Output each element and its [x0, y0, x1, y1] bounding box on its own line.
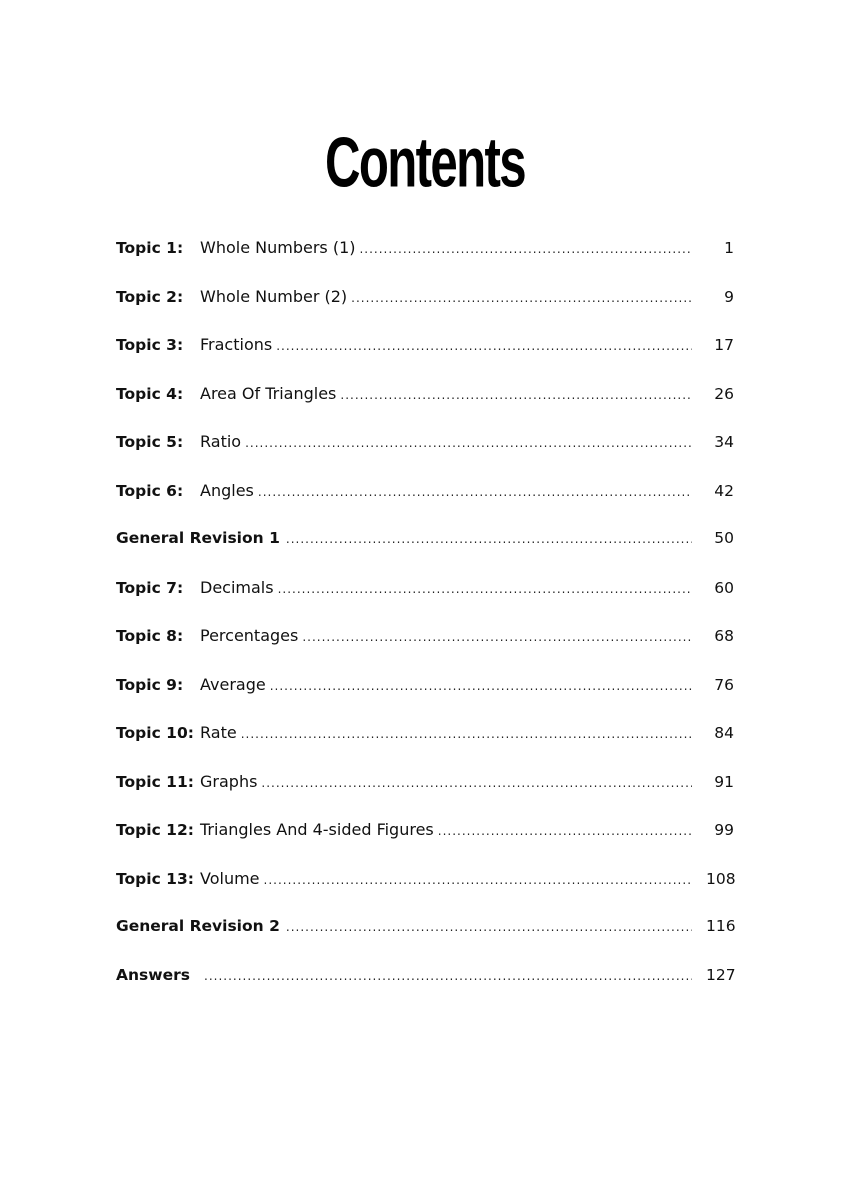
- dot-leader: [278, 582, 692, 596]
- dot-leader: [204, 969, 692, 983]
- toc-entry-topic-2[interactable]: [116, 287, 734, 336]
- toc-entry-topic-1[interactable]: [116, 238, 734, 287]
- dot-leader: [261, 776, 692, 790]
- toc-entry-topic-11[interactable]: [116, 772, 734, 821]
- dot-leader: [302, 630, 692, 644]
- toc-entry-page: 108: [706, 869, 736, 888]
- toc-entry-label: Topic 12:: [116, 821, 194, 839]
- toc-entry-topic-12[interactable]: [116, 820, 734, 869]
- toc-entry-label: Topic 6:: [116, 481, 184, 500]
- toc-entry-label: General Revision 1: [116, 529, 280, 547]
- toc-entry-title: Area Of Triangles: [200, 383, 337, 403]
- toc-entry-label: Topic 10:: [116, 724, 194, 742]
- dot-leader: [286, 532, 692, 546]
- toc-entry-topic-6[interactable]: [116, 481, 734, 530]
- toc-entry-topic-7[interactable]: [116, 578, 734, 627]
- toc-entry-page: 17: [714, 336, 734, 354]
- toc-entry-page: 76: [714, 675, 734, 694]
- toc-entry-label: Topic 11:: [116, 772, 194, 791]
- dot-leader: [276, 339, 692, 353]
- page-title-text: Contents: [324, 122, 525, 203]
- toc-entry-title: Angles: [200, 480, 254, 500]
- toc-entry-label: Topic 3:: [116, 336, 184, 354]
- toc-entry-general-revision-2[interactable]: [116, 917, 734, 966]
- dot-leader: [438, 824, 692, 838]
- toc-entry-page: 60: [714, 578, 734, 597]
- toc-entry-page: 9: [724, 287, 734, 306]
- toc-entry-label: Answers: [116, 965, 190, 984]
- toc-entry-page: 34: [714, 433, 734, 451]
- toc-entry-page: 91: [714, 772, 734, 791]
- table-of-contents: [116, 238, 734, 1014]
- toc-entry-page: 84: [714, 724, 734, 742]
- toc-entry-label: Topic 1:: [116, 239, 184, 257]
- toc-entry-title: Fractions: [200, 335, 273, 354]
- toc-entry-title: Decimals: [200, 577, 274, 597]
- dot-leader: [270, 679, 692, 693]
- dot-leader: [241, 727, 692, 741]
- toc-entry-topic-8[interactable]: [116, 626, 734, 675]
- toc-entry-topic-3[interactable]: [116, 335, 734, 384]
- toc-entry-label: Topic 5:: [116, 433, 184, 451]
- toc-entry-topic-13[interactable]: [116, 869, 734, 918]
- toc-entry-label: Topic 13:: [116, 869, 194, 888]
- toc-entry-title: Average: [200, 674, 266, 694]
- toc-entry-title: Whole Number (2): [200, 286, 348, 306]
- toc-entry-answers[interactable]: [116, 966, 734, 1015]
- toc-entry-label: General Revision 2: [116, 917, 280, 935]
- dot-leader: [340, 388, 692, 402]
- toc-entry-title: Percentages: [200, 626, 299, 645]
- toc-entry-page: 68: [714, 627, 734, 645]
- toc-entry-title: Whole Numbers (1): [200, 238, 356, 257]
- toc-entry-title: Triangles And 4-sided Figures: [200, 820, 434, 839]
- toc-entry-topic-4[interactable]: [116, 384, 734, 433]
- toc-entry-page: 50: [714, 529, 734, 547]
- dot-leader: [351, 291, 692, 305]
- toc-entry-title: Rate: [200, 723, 237, 742]
- toc-entry-topic-9[interactable]: [116, 675, 734, 724]
- page-title: [0, 122, 849, 203]
- toc-entry-general-revision-1[interactable]: [116, 529, 734, 578]
- toc-entry-title: Ratio: [200, 432, 242, 451]
- toc-entry-label: Topic 4:: [116, 384, 184, 403]
- toc-entry-label: Topic 7:: [116, 578, 184, 597]
- toc-entry-page: 116: [706, 917, 736, 935]
- toc-entry-page: 26: [714, 384, 734, 403]
- dot-leader: [286, 920, 692, 934]
- toc-entry-page: 1: [724, 239, 734, 257]
- toc-entry-page: 127: [706, 965, 736, 984]
- toc-entry-label: Topic 9:: [116, 675, 184, 694]
- toc-entry-title: Graphs: [200, 771, 258, 791]
- dot-leader: [258, 485, 692, 499]
- toc-entry-title: Volume: [200, 868, 260, 888]
- dot-leader: [264, 873, 692, 887]
- toc-entry-label: Topic 8:: [116, 627, 184, 645]
- toc-entry-topic-10[interactable]: [116, 723, 734, 772]
- toc-entry-page: 42: [714, 481, 734, 500]
- toc-entry-topic-5[interactable]: [116, 432, 734, 481]
- toc-entry-page: 99: [714, 821, 734, 839]
- toc-entry-label: Topic 2:: [116, 287, 184, 306]
- dot-leader: [245, 436, 692, 450]
- dot-leader: [359, 242, 692, 256]
